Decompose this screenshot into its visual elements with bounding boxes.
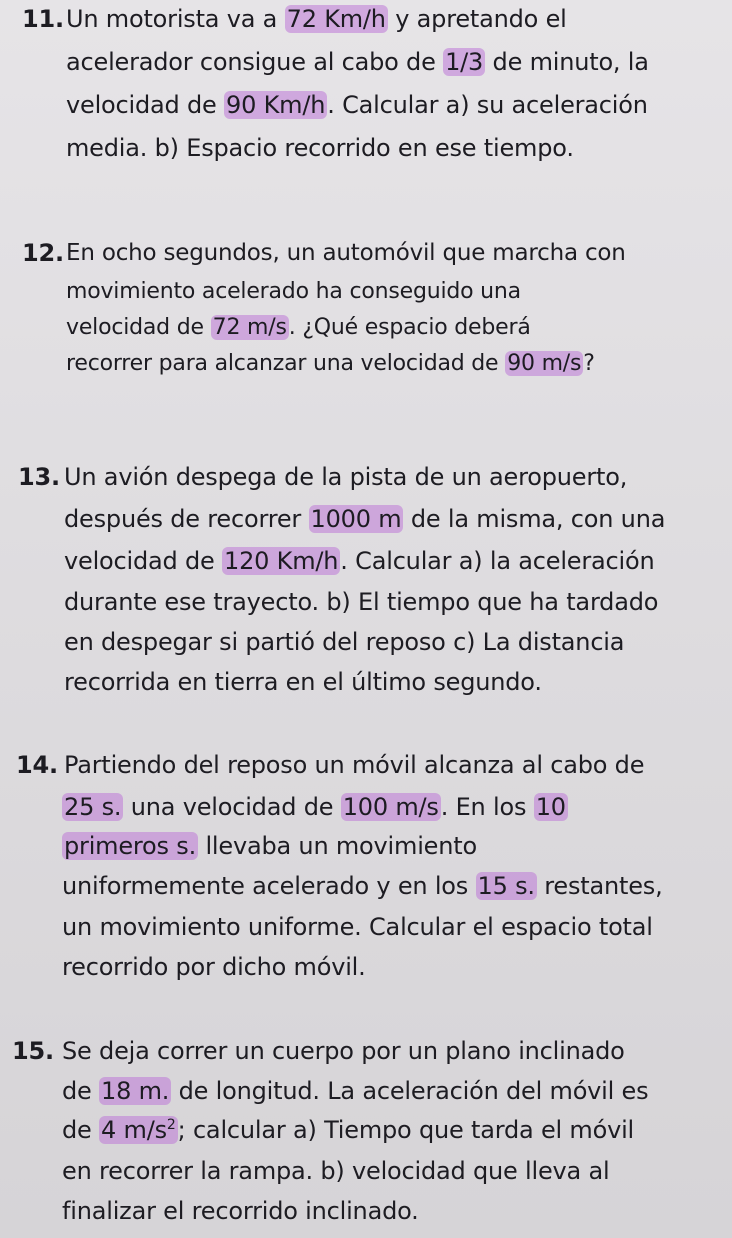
problem-number: 15. xyxy=(12,1037,54,1065)
highlight: 18 m. xyxy=(101,1077,170,1105)
problem-line: acelerador consigue al cabo de 1/3 de minuto, la xyxy=(66,48,649,76)
highlight: 72 m/s xyxy=(212,315,287,340)
problem-line: recorrer para alcanzar una velocidad de 90 m/s? xyxy=(66,351,595,376)
problem-line: Un motorista va a 72 Km/h y apretando el xyxy=(66,5,567,33)
problem-number: 13. xyxy=(18,463,60,491)
problem-number: 11. xyxy=(22,5,64,33)
highlight: 25 s. xyxy=(64,793,122,821)
highlight: 120 Km/h xyxy=(224,547,339,575)
problem-line: durante ese trayecto. b) El tiempo que ha tardado xyxy=(64,588,659,616)
problem-line: de 18 m. de longitud. La aceleración del móvil es xyxy=(62,1077,649,1105)
problem-line: 25 s. una velocidad de 100 m/s. En los 10 xyxy=(64,793,566,821)
highlight: 4 $m/s^2$ xyxy=(101,1116,176,1144)
problem-line: después de recorrer 1000 m de la misma, con una xyxy=(64,505,666,533)
problem-line: velocidad de 90 Km/h. Calcular a) su aceleración xyxy=(66,91,648,119)
highlight: 15 s. xyxy=(477,872,535,900)
highlight: 1/3 xyxy=(445,48,484,76)
problem-number: 14. xyxy=(16,751,58,779)
highlight: 90 m/s xyxy=(507,351,582,376)
problem-line: velocidad de 72 m/s. ¿Qué espacio deberá xyxy=(66,315,531,340)
highlight: 100 m/s xyxy=(342,793,439,821)
problem-line: de 4 $m/s^2$; calcular a) Tiempo que tarda el móvil xyxy=(62,1116,635,1144)
problem-line: recorrido por dicho móvil. xyxy=(62,953,366,981)
highlight: 10 xyxy=(535,793,566,821)
problem-line: en recorrer la rampa. b) velocidad que lleva al xyxy=(62,1157,610,1185)
problem-line: un movimiento uniforme. Calcular el espacio total xyxy=(62,913,653,941)
highlight: primeros s. xyxy=(64,832,197,860)
problem-line: Un avión despega de la pista de un aeropuerto, xyxy=(64,463,628,491)
problem-line: Partiendo del reposo un móvil alcanza al cabo de xyxy=(64,751,645,779)
problem-line: velocidad de 120 Km/h. Calcular a) la aceleración xyxy=(64,547,655,575)
highlight: 90 Km/h xyxy=(226,91,326,119)
problem-line: uniformemente acelerado y en los 15 s. restantes, xyxy=(62,872,663,900)
problem-line: movimiento acelerado ha conseguido una xyxy=(66,279,521,304)
problem-number: 12. xyxy=(22,239,64,267)
problem-line: En ocho segundos, un automóvil que marcha con xyxy=(66,240,626,266)
problem-line: finalizar el recorrido inclinado. xyxy=(62,1197,419,1225)
problem-line: recorrida en tierra en el último segundo. xyxy=(64,668,542,696)
problem-line: media. b) Espacio recorrido en ese tiempo. xyxy=(66,134,574,162)
highlight: 72 Km/h xyxy=(286,5,386,33)
highlight: 1000 m xyxy=(310,505,402,533)
problem-line: primeros s. llevaba un movimiento xyxy=(64,832,477,860)
problem-line: en despegar si partió del reposo c) La distancia xyxy=(64,628,625,656)
problem-line: Se deja correr un cuerpo por un plano inclinado xyxy=(62,1037,625,1065)
